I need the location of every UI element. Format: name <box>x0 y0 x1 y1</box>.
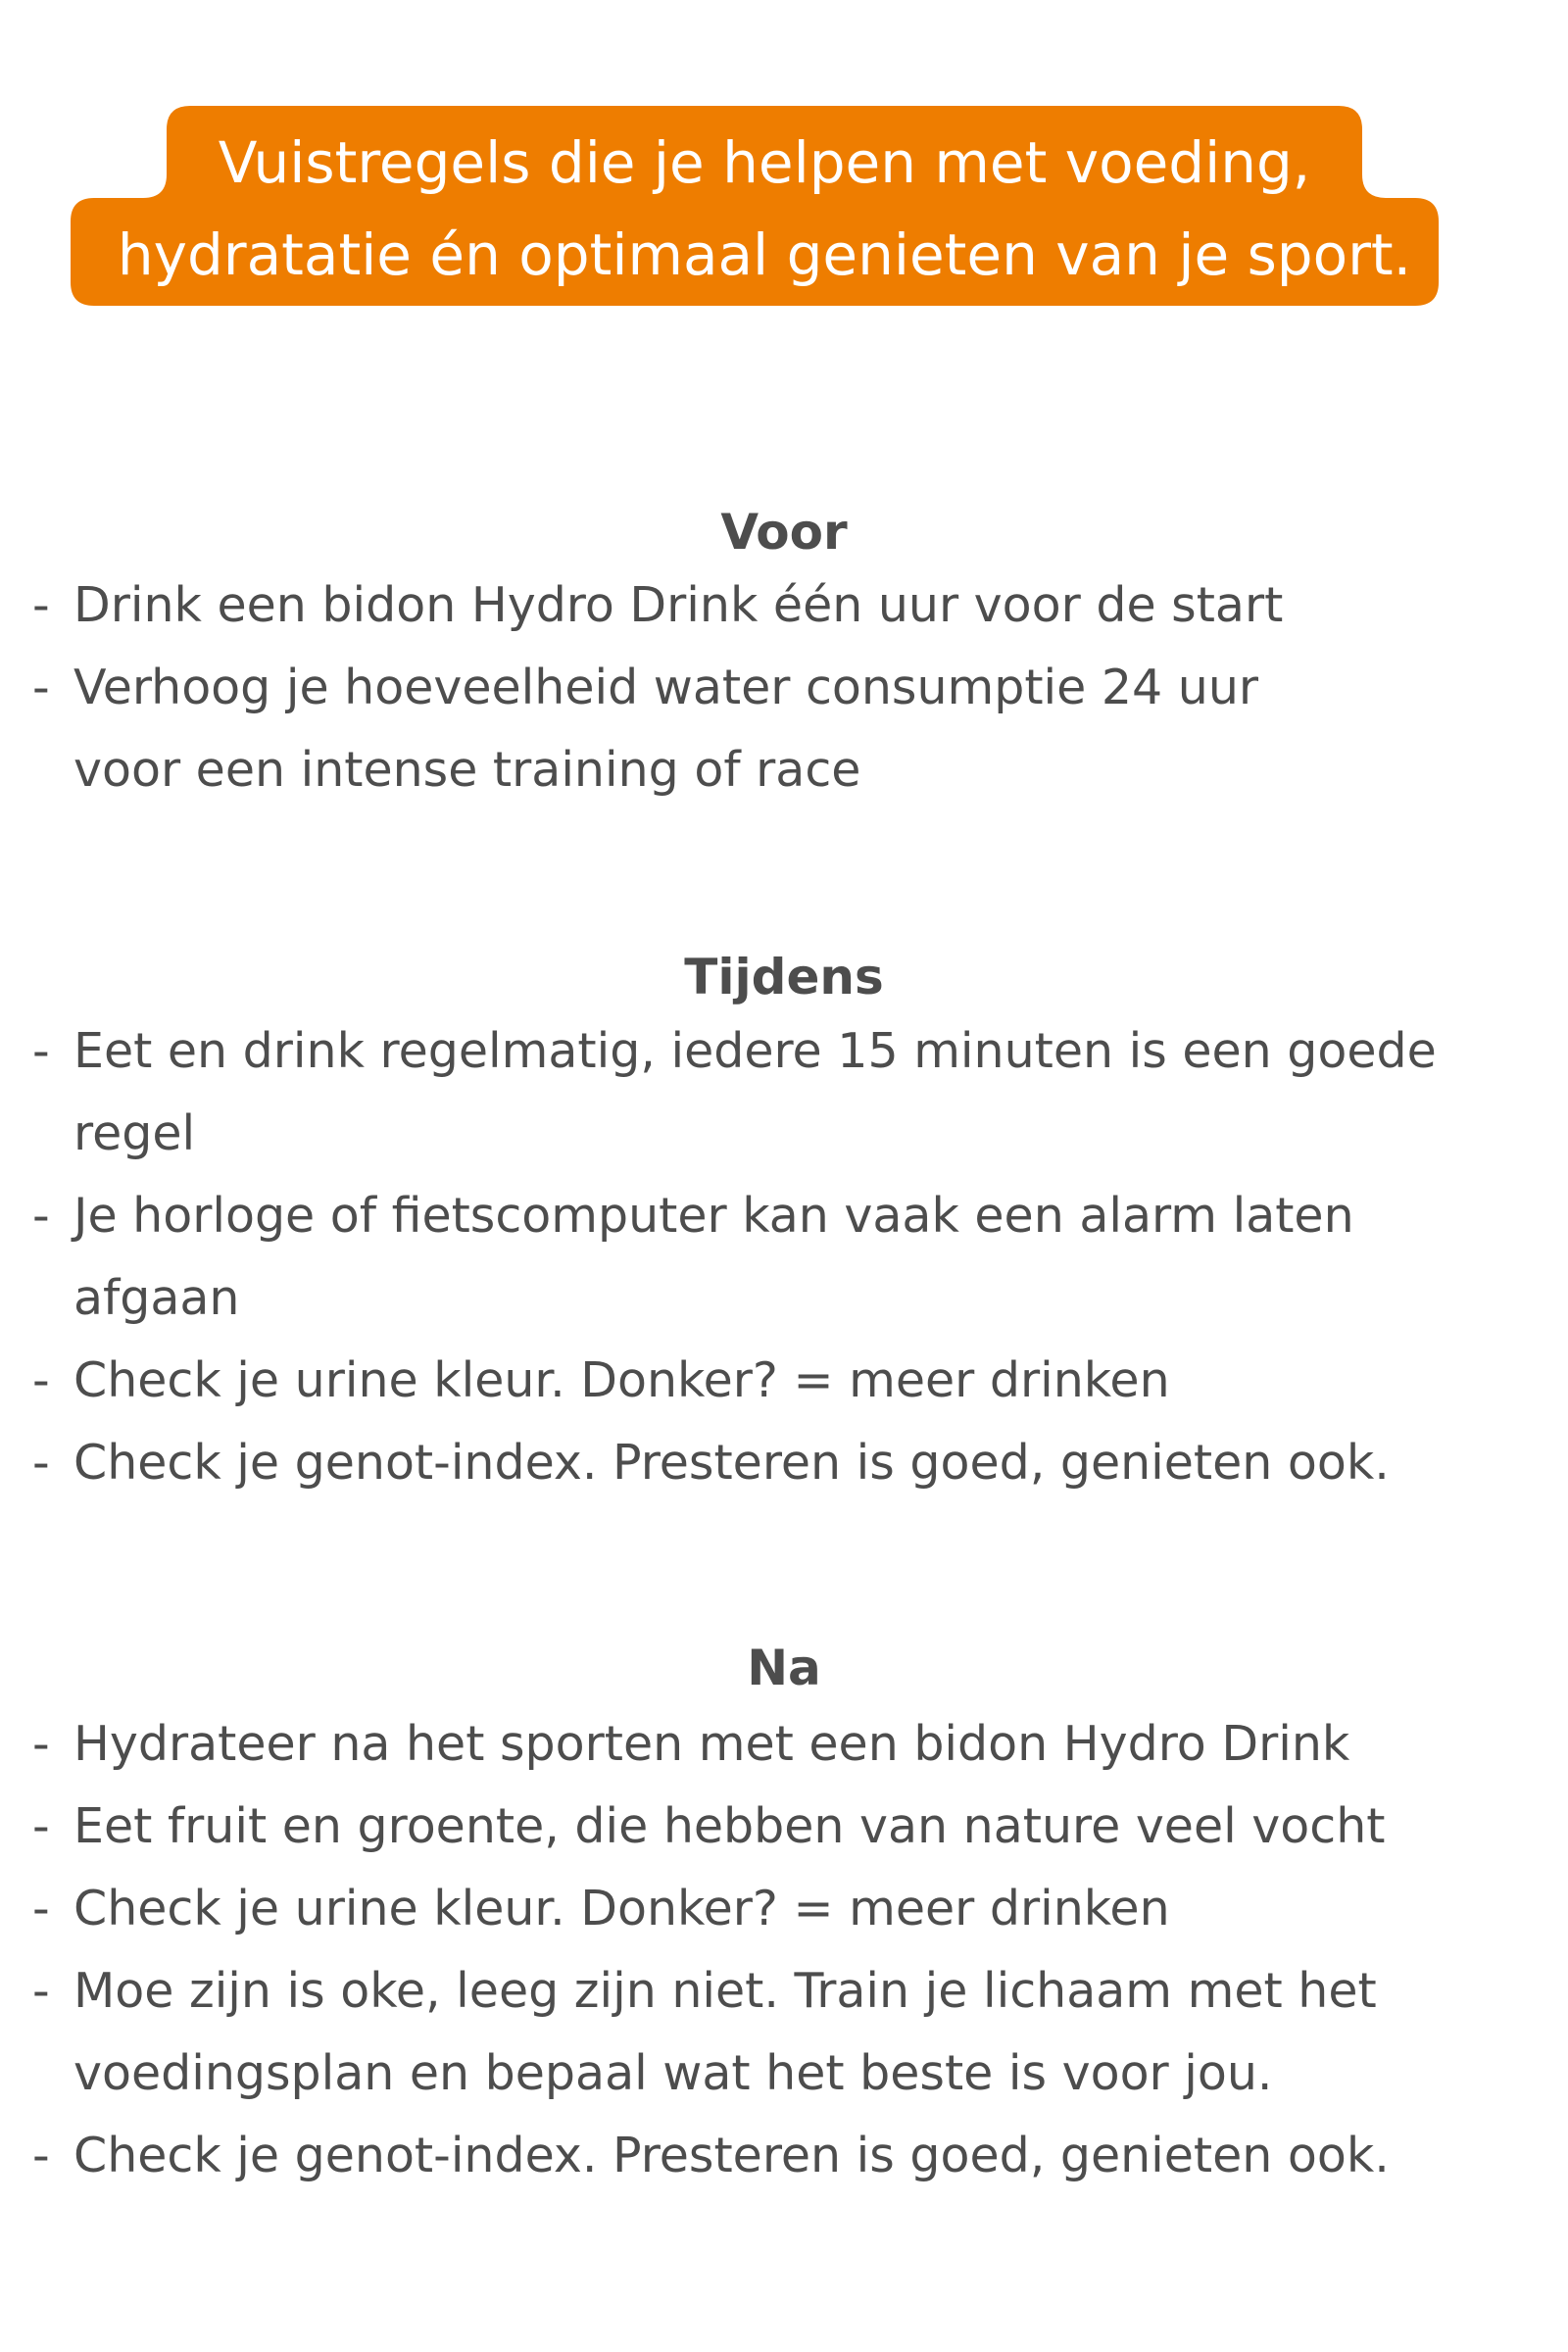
list-item-text: Check je genot-index. Presteren is goed, genieten ook. <box>74 1435 1390 1491</box>
list-item <box>32 564 1542 647</box>
bullet-dash: - <box>32 1881 50 1936</box>
list-item <box>32 2115 1542 2197</box>
section-list-tijdens <box>32 1010 1542 1504</box>
bullet-dash: - <box>32 1716 50 1772</box>
list-item-text: Check je urine kleur. Donker? = meer drinken <box>74 1881 1170 1936</box>
list-item <box>32 1175 1542 1340</box>
bullet-dash: - <box>32 1188 50 1244</box>
section-list-na <box>32 1703 1542 2197</box>
section-title-voor: Voor <box>720 504 848 561</box>
list-item-text-continued: voor een intense training of race <box>74 742 861 798</box>
list-item <box>32 1422 1542 1504</box>
bullet-dash: - <box>32 660 50 715</box>
bullet-dash: - <box>32 1023 50 1079</box>
bullet-dash: - <box>32 577 50 633</box>
list-item <box>32 1786 1542 1868</box>
list-item <box>32 1950 1542 2115</box>
bullet-dash: - <box>32 2128 50 2183</box>
list-item-text: Je horloge of fietscomputer kan vaak een alarm laten <box>74 1188 1354 1244</box>
list-item-text: Moe zijn is oke, leeg zijn niet. Train je lichaam met het <box>74 1963 1377 2019</box>
list-item-text-continued: voedingsplan en bepaal wat het beste is voor jou. <box>74 2045 1273 2101</box>
list-item <box>32 1340 1542 1422</box>
bullet-dash: - <box>32 1435 50 1491</box>
banner-title-line-2: hydratatie én optimaal genieten van je sport. <box>117 221 1412 288</box>
list-item-text: Eet fruit en groente, die hebben van nature veel vocht <box>74 1798 1386 1854</box>
list-item-text-continued: afgaan <box>74 1270 240 1326</box>
section-title-tijdens: Tijdens <box>684 949 884 1005</box>
list-item-text: Drink een bidon Hydro Drink één uur voor de start <box>74 577 1284 633</box>
list-item-text: Check je urine kleur. Donker? = meer drinken <box>74 1352 1170 1408</box>
section-list-voor <box>32 564 1542 811</box>
bullet-dash: - <box>32 1798 50 1854</box>
list-item <box>32 647 1542 811</box>
bullet-dash: - <box>32 1352 50 1408</box>
header-banner <box>0 0 1568 323</box>
bullet-dash: - <box>32 1963 50 2019</box>
list-item-text: Eet en drink regelmatig, iedere 15 minuten is een goede <box>74 1023 1437 1079</box>
section-title-na: Na <box>747 1640 821 1696</box>
list-item-text: Hydrateer na het sporten met een bidon Hydro Drink <box>74 1716 1350 1772</box>
banner-title-line-1: Vuistregels die je helpen met voeding, <box>218 129 1311 196</box>
list-item <box>32 1703 1542 1786</box>
list-item-text: Verhoog je hoeveelheid water consumptie 24 uur <box>74 660 1259 715</box>
list-item <box>32 1868 1542 1950</box>
list-item-text: Check je genot-index. Presteren is goed, genieten ook. <box>74 2128 1390 2183</box>
list-item <box>32 1010 1542 1175</box>
list-item-text-continued: regel <box>74 1105 196 1161</box>
